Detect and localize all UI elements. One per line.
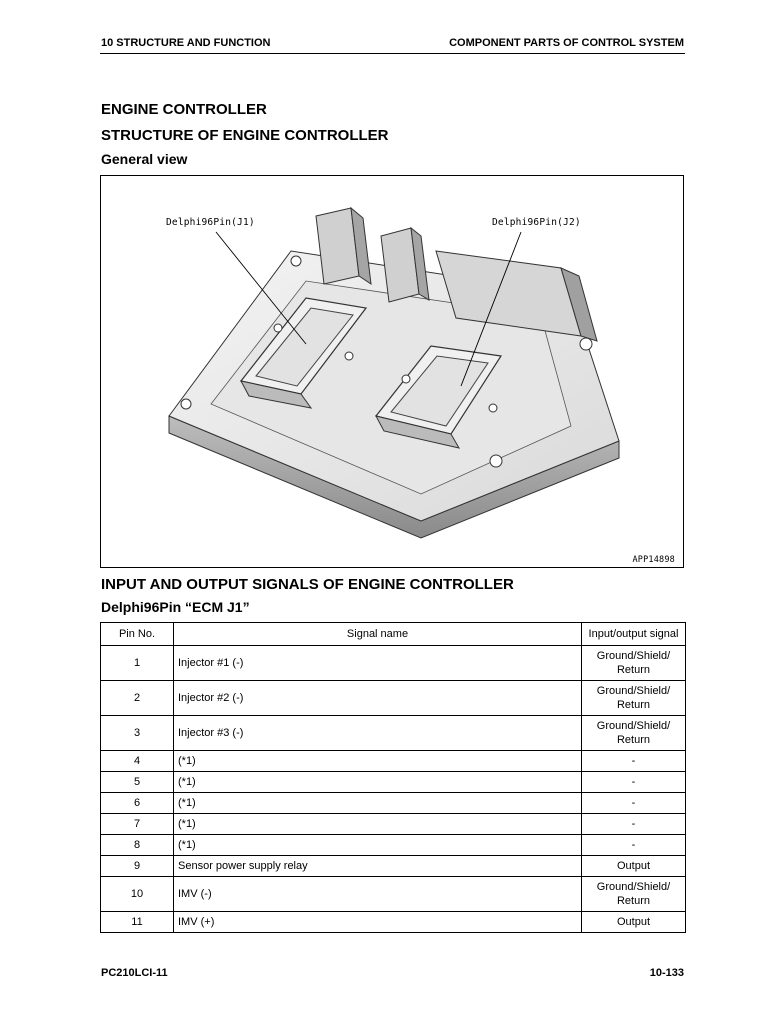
- pin-number: 6: [101, 793, 174, 814]
- header-section-title: 10 STRUCTURE AND FUNCTION: [101, 37, 271, 49]
- heading-general-view: General view: [101, 151, 188, 167]
- io-signal: [582, 793, 686, 814]
- signal-name: (*1): [174, 793, 582, 814]
- io-signal-line: Ground/Shield/: [596, 650, 671, 662]
- io-signal: [582, 772, 686, 793]
- io-signal-line: Ground/Shield/: [596, 881, 671, 893]
- io-signal-line: Return: [616, 699, 651, 711]
- io-signal-line: Return: [616, 895, 651, 907]
- signal-name: IMV (-): [174, 877, 582, 912]
- io-signal-line: Ground/Shield/: [596, 720, 671, 732]
- footer-model: PC210LCI-11: [101, 967, 168, 979]
- io-signal-line: Return: [616, 734, 651, 746]
- signal-name: Injector #2 (-): [174, 681, 582, 716]
- pin-number: 4: [101, 751, 174, 772]
- figure-code: APP14898: [632, 555, 675, 565]
- io-signal-line: -: [631, 818, 636, 830]
- signal-name: Sensor power supply relay: [174, 856, 582, 877]
- io-signal-line: -: [631, 776, 636, 788]
- table-row: [101, 814, 686, 835]
- signal-name: Injector #3 (-): [174, 716, 582, 751]
- footer-page-number: 10-133: [649, 967, 684, 979]
- io-signal: [582, 835, 686, 856]
- col-header-pin: Pin No.: [101, 623, 174, 646]
- signal-table: [100, 622, 686, 933]
- pin-number: 10: [101, 877, 174, 912]
- col-header-io-signal: Input/output signal: [582, 623, 686, 646]
- table-header-row: [101, 623, 686, 646]
- io-signal-line: -: [631, 755, 636, 767]
- pin-number: 1: [101, 646, 174, 681]
- signal-name: Injector #1 (-): [174, 646, 582, 681]
- signal-name: (*1): [174, 751, 582, 772]
- io-signal: [582, 751, 686, 772]
- signal-name: (*1): [174, 835, 582, 856]
- pin-number: 9: [101, 856, 174, 877]
- pin-number: 8: [101, 835, 174, 856]
- header-chapter-title: COMPONENT PARTS OF CONTROL SYSTEM: [449, 37, 684, 49]
- pin-number: 3: [101, 716, 174, 751]
- heading-engine-controller: ENGINE CONTROLLER: [101, 101, 267, 118]
- table-row: [101, 772, 686, 793]
- io-signal: [582, 856, 686, 877]
- table-row: [101, 877, 686, 912]
- table-row: [101, 751, 686, 772]
- io-signal: [582, 912, 686, 933]
- io-signal: [582, 814, 686, 835]
- table-row: [101, 912, 686, 933]
- col-header-signal-name: Signal name: [174, 623, 582, 646]
- signal-table-body: [101, 646, 686, 933]
- heading-structure: STRUCTURE OF ENGINE CONTROLLER: [101, 127, 389, 144]
- io-signal: [582, 646, 686, 681]
- label-j1-connector: Delphi96Pin(J1): [166, 217, 255, 228]
- io-signal-line: -: [631, 839, 636, 851]
- table-row: [101, 856, 686, 877]
- io-signal: [582, 716, 686, 751]
- heading-ecm-j1: Delphi96Pin “ECM J1”: [101, 599, 250, 615]
- table-row: [101, 716, 686, 751]
- pin-number: 7: [101, 814, 174, 835]
- signal-name: (*1): [174, 814, 582, 835]
- table-row: [101, 646, 686, 681]
- pin-number: 5: [101, 772, 174, 793]
- io-signal-line: Output: [616, 916, 651, 928]
- io-signal-line: Output: [616, 860, 651, 872]
- signal-name: (*1): [174, 772, 582, 793]
- label-j2-connector: Delphi96Pin(J2): [492, 217, 581, 228]
- engine-controller-drawing: [101, 176, 685, 569]
- io-signal-line: Return: [616, 664, 651, 676]
- table-row: [101, 835, 686, 856]
- io-signal: [582, 877, 686, 912]
- header-divider: [100, 53, 685, 54]
- table-row: [101, 793, 686, 814]
- heading-io-signals: INPUT AND OUTPUT SIGNALS OF ENGINE CONTROLLER: [101, 576, 514, 593]
- pin-number: 2: [101, 681, 174, 716]
- io-signal-line: Ground/Shield/: [596, 685, 671, 697]
- pin-number: 11: [101, 912, 174, 933]
- signal-name: IMV (+): [174, 912, 582, 933]
- io-signal-line: -: [631, 797, 636, 809]
- io-signal: [582, 681, 686, 716]
- table-row: [101, 681, 686, 716]
- general-view-figure: [100, 175, 684, 568]
